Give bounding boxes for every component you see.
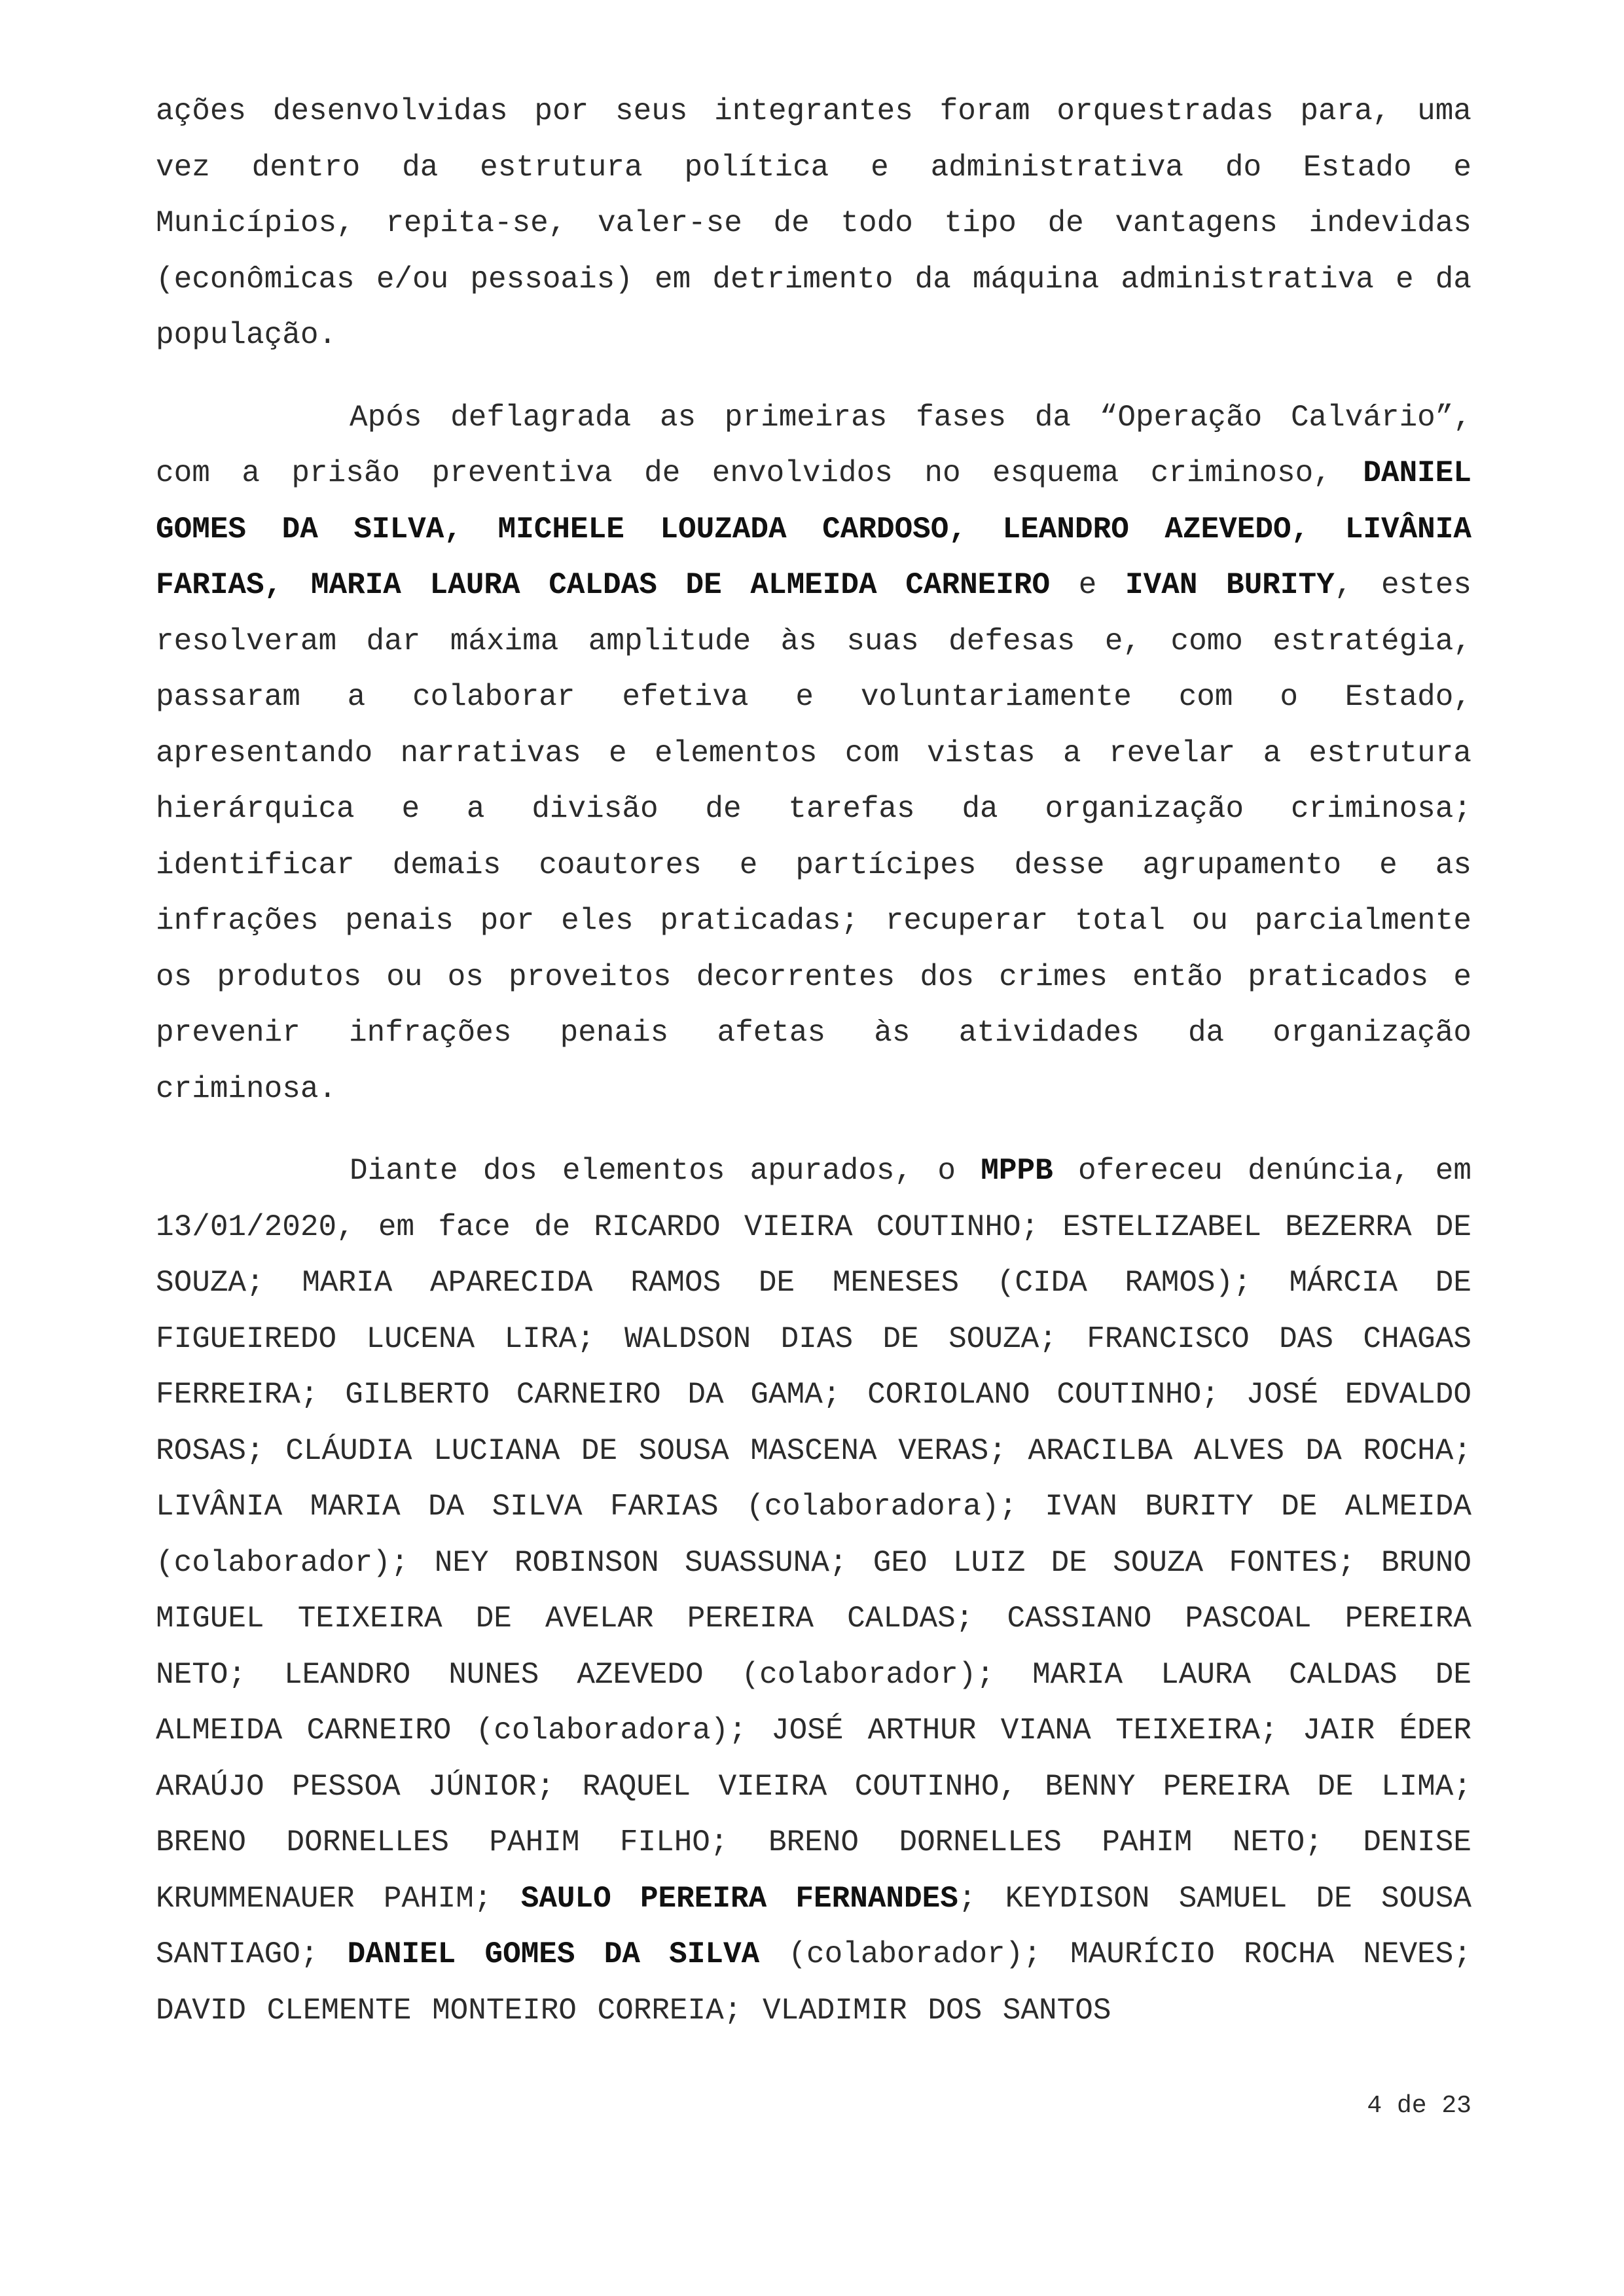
- paragraph-3-bold-mppb: MPPB: [981, 1154, 1053, 1188]
- paragraph-3-bold-daniel: DANIEL GOMES DA SILVA: [347, 1937, 760, 1971]
- paragraph-1-text: ações desenvolvidas por seus integrantes foram orquestradas para, uma vez dentro da estrutura política e administrativa do Estado e Municípios, repita-se, valer-se de todo tipo de vantagens indevidas (econômicas e/ou pessoais) em detrimento da máquina administrativa e da população.: [156, 94, 1471, 352]
- paragraph-3-text: Diante dos elementos apurados, o: [350, 1154, 981, 1188]
- document-body: [156, 84, 1471, 2039]
- paragraph-2-text: Após deflagrada as primeiras fases da “Operação Calvário”, com a prisão preventiva de envolvidos no esquema criminoso,: [156, 400, 1471, 490]
- paragraph-2-text-rest: , estes resolveram dar máxima amplitude às suas defesas e, como estratégia, passaram a colaborar efetiva e voluntariamente com o Estado, apresentando narrativas e elementos com vistas a revelar a estrutura hierárquica e a divisão de tarefas da organização criminosa; identificar demais coautores e partícipes desse agrupamento e as infrações penais por eles praticadas; recuperar total ou parcialmente os produtos ou os proveitos decorrentes dos crimes então praticados e prevenir infrações penais afetas às atividades da organização criminosa.: [156, 568, 1471, 1106]
- paragraph-3-text-mid: ; KEYDISON SAMUEL DE SOUSA SANTIAGO;: [156, 1881, 1471, 1971]
- paragraph-2-bold-ivan: IVAN BURITY: [1125, 568, 1335, 602]
- paragraph-2-bold-names: DANIEL GOMES DA SILVA, MICHELE LOUZADA CARDOSO, LEANDRO AZEVEDO, LIVÂNIA FARIAS, MARIA LAURA CALDAS DE ALMEIDA CARNEIRO: [156, 456, 1471, 602]
- paragraph-3-bold-saulo: SAULO PEREIRA FERNANDES: [520, 1881, 958, 1916]
- paragraph-1: [156, 84, 1471, 364]
- paragraph-3-text-end: (colaborador); MAURÍCIO ROCHA NEVES; DAVID CLEMENTE MONTEIRO CORREIA; VLADIMIR DOS SANTOS: [156, 1937, 1471, 2028]
- paragraph-3: [156, 1143, 1471, 2039]
- paragraph-3-defendants: ofereceu denúncia, em 13/01/2020, em face de RICARDO VIEIRA COUTINHO; ESTELIZABEL BEZERRA DE SOUZA; MARIA APARECIDA RAMOS DE MENESES (CIDA RAMOS); MÁRCIA DE FIGUEIREDO LUCENA LIRA; WALDSON DIAS DE SOUZA; FRANCISCO DAS CHAGAS FERREIRA; GILBERTO CARNEIRO DA GAMA; CORIOLANO COUTINHO; JOSÉ EDVALDO ROSAS; CLÁUDIA LUCIANA DE SOUSA MASCENA VERAS; ARACILBA ALVES DA ROCHA; LIVÂNIA MARIA DA SILVA FARIAS (colaboradora); IVAN BURITY DE ALMEIDA (colaborador); NEY ROBINSON SUASSUNA; GEO LUIZ DE SOUZA FONTES; BRUNO MIGUEL TEIXEIRA DE AVELAR PEREIRA CALDAS; CASSIANO PASCOAL PEREIRA NETO; LEANDRO NUNES AZEVEDO (colaborador); MARIA LAURA CALDAS DE ALMEIDA CARNEIRO (colaboradora); JOSÉ ARTHUR VIANA TEIXEIRA; JAIR ÉDER ARAÚJO PESSOA JÚNIOR; RAQUEL VIEIRA COUTINHO, BENNY PEREIRA DE LIMA; BRENO DORNELLES PAHIM FILHO; BRENO DORNELLES PAHIM NETO; DENISE KRUMMENAUER PAHIM;: [156, 1154, 1471, 1916]
- paragraph-2: [156, 390, 1471, 1118]
- page-number: 4 de 23: [1367, 2092, 1471, 2120]
- paragraph-2-conjunction: e: [1050, 568, 1126, 602]
